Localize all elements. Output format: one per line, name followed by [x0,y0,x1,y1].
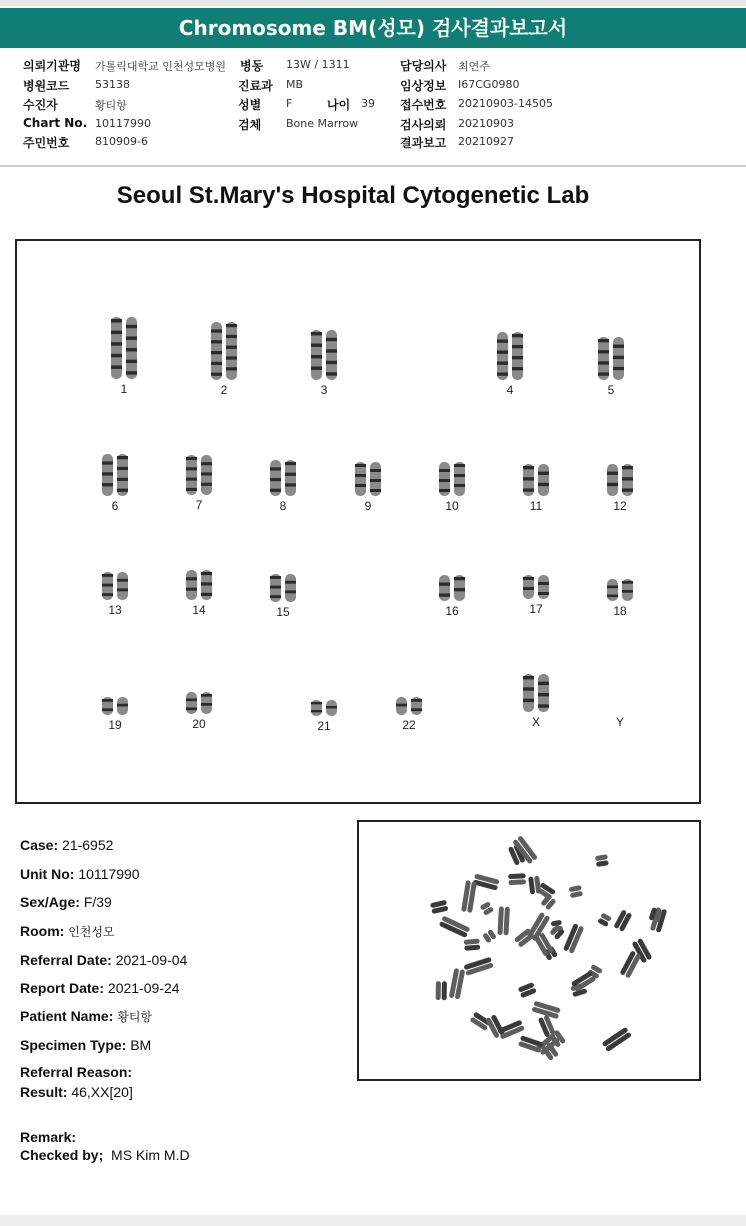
chromosome-label: 12 [613,499,627,513]
checked-label: Checked by; [20,1147,104,1163]
chromosome-image [94,316,154,380]
metaphase-spread [359,822,695,1075]
result-label: Result: [20,1084,68,1100]
chromosome-label: 8 [279,499,287,513]
result-value: 46,XX[20] [71,1084,133,1100]
chromosome-image [194,321,254,381]
chromosome-image [506,673,566,713]
patient-value: 황티항 [117,1010,153,1024]
chromosome-image [85,453,145,497]
chromosome-image [422,461,482,497]
chromosome-pair-22 [379,696,439,732]
remark-line [20,1129,76,1145]
field-value: F [286,97,293,110]
chromosome-pair-11 [506,463,566,513]
chromosome-pair-12 [590,463,650,513]
chromosome-pair-3 [294,329,354,397]
metaphase-chromosome [619,950,641,978]
bottom-bar [0,1215,746,1226]
field-label: 병원코드 [23,79,70,93]
metaphase-chromosome [595,854,609,867]
metaphase-chromosome [464,939,481,951]
specimen-label: Specimen Type: [20,1037,127,1053]
chromosome-label: 11 [529,499,543,513]
chromosome-label: 2 [220,383,228,397]
field-label: 진료과 [238,79,273,93]
chromosome-label: 18 [613,604,627,618]
reason-label: Referral Reason: [20,1064,133,1080]
chromosome-image [169,691,229,715]
chromosome-image [506,463,566,497]
field-value: MB [286,78,304,91]
field-value: 13W / 1311 [286,58,350,71]
metaphase-chromosome [463,957,493,976]
lab-title: Seoul St.Mary's Hospital Cytogenetic Lab [116,182,590,209]
chromosome-label: 20 [192,717,206,731]
field-label: 검사의뢰 [400,118,447,132]
room-label: Room: [20,923,65,939]
field-label: 접수번호 [400,98,447,112]
chromosome-image [253,459,313,497]
chromosome-image [379,696,439,716]
chromosome-label: 21 [317,719,331,733]
report-date-label: Report Date: [20,980,105,996]
field-value: I67CG0980 [458,78,520,91]
chromosome-label: 14 [192,603,206,617]
metaphase-chromosome [497,1020,525,1040]
chromosome-image [169,454,229,496]
chromosome-pair-4 [480,331,540,397]
specimen-value: BM [130,1037,152,1053]
metaphase-chromosome [439,915,471,938]
chromosome-image [581,336,641,381]
field-value: 황티항 [95,99,127,112]
room-line [20,923,115,940]
chromosome-pair-18 [590,578,650,618]
chromosome-label: 19 [108,718,122,732]
metaphase-chromosome [480,901,495,916]
chromosome-label: 5 [607,383,615,397]
chromosome-pair-10 [422,461,482,513]
chromosome-pair-16 [422,574,482,618]
patient-header [0,52,746,164]
chromosome-label: 15 [276,605,290,619]
field-label: Chart No. [23,116,88,130]
chromosome-image [85,696,145,716]
chromosome-image [338,461,398,497]
chromosome-pair-17 [506,574,566,616]
chromosome-image [422,574,482,602]
chromosome-image [590,711,650,713]
reason-line [20,1064,132,1080]
case-value: 21-6952 [62,837,114,853]
field-label: 주민번호 [23,136,70,150]
remark-label: Remark: [20,1129,77,1145]
age-value: 39 [361,97,375,110]
field-value: 10117990 [95,117,151,130]
referral-date-value: 2021-09-04 [115,952,188,968]
field-value: 53138 [95,78,130,91]
field-label: 성별 [238,98,262,112]
metaphase-chromosome [449,968,466,1000]
metaphase-chromosome [482,929,497,944]
field-value: 810909-6 [95,135,148,148]
field-value: 20210903 [458,117,514,130]
metaphase-chromosome [549,924,565,940]
chromosome-pair-1 [94,316,154,396]
chromosome-image [506,574,566,600]
field-label: 임상정보 [400,79,447,93]
chromosome-image [85,571,145,601]
chromosome-pair-14 [169,569,229,617]
chromosome-label: 7 [195,498,203,512]
metaphase-chromosome [472,874,499,891]
specimen-line [20,1037,151,1053]
chromosome-pair-6 [85,453,145,513]
case-label: Case: [20,837,59,853]
metaphase-chromosome [436,981,447,1000]
age-label: 나이 [327,98,351,112]
chromosome-pair-y [590,711,650,729]
case-line [20,837,113,853]
metaphase-chromosome [461,880,477,913]
unit-line [20,866,140,882]
sexage-value: F/39 [83,894,112,910]
field-value: 20210927 [458,135,514,148]
top-divider [0,0,746,6]
karyotype-panel [15,239,701,804]
chromosome-image [169,569,229,601]
field-label: 검체 [238,118,262,132]
chromosome-pair-19 [85,696,145,732]
field-value: 가톨릭대학교 인천성모병원 [95,60,227,73]
metaphase-image [357,820,701,1081]
chromosome-label: 22 [402,718,416,732]
sexage-label: Sex/Age: [20,894,80,910]
chromosome-pair-5 [581,336,641,397]
checked-value: MS Kim M.D [111,1147,190,1163]
chromosome-pair-x [506,673,566,729]
chromosome-image [480,331,540,381]
unit-label: Unit No: [20,866,75,882]
chromosome-label: 13 [108,603,122,617]
report-date-line [20,980,180,996]
metaphase-chromosome [430,900,449,914]
chromosome-image [294,329,354,381]
metaphase-chromosome [508,873,526,885]
chromosome-label: 4 [506,383,514,397]
chromosome-image [253,573,313,603]
field-value: 최연주 [458,60,490,73]
chromosome-label: X [531,715,540,729]
report-date-value: 2021-09-24 [107,980,180,996]
chromosome-pair-20 [169,691,229,731]
field-label: 병동 [240,59,264,73]
unit-value: 10117990 [78,866,140,882]
chromosome-pair-7 [169,454,229,512]
chromosome-pair-15 [253,573,313,619]
chromosome-label: 16 [445,604,459,618]
room-value: 인천성모 [68,925,115,939]
metaphase-chromosome [568,885,583,898]
metaphase-chromosome [497,906,509,935]
referral-date-label: Referral Date: [20,952,112,968]
chromosome-label: 3 [320,383,328,397]
chromosome-image [590,578,650,602]
referral-date-line [20,952,187,968]
patient-line [20,1008,152,1025]
chromosome-pair-13 [85,571,145,617]
metaphase-chromosome [597,912,612,927]
field-label: 의뢰기관명 [23,59,81,73]
result-line [20,1084,133,1100]
chromosome-pair-21 [294,699,354,733]
chromosome-label: 17 [529,602,543,616]
metaphase-chromosome [602,1027,632,1052]
metaphase-chromosome [518,1035,544,1053]
chromosome-pair-2 [194,321,254,397]
field-label: 담당의사 [400,59,447,73]
field-label: 수진자 [23,98,58,112]
sexage-line [20,894,112,910]
chromosome-label: 6 [111,499,119,513]
metaphase-chromosome [563,923,584,954]
patient-label: Patient Name: [20,1008,114,1024]
field-value: Bone Marrow [286,117,359,130]
metaphase-chromosome [613,909,632,932]
report-title: Chromosome BM(성모) 검사결과보고서 [0,8,746,48]
metaphase-chromosome [518,982,537,998]
chromosome-pair-8 [253,459,313,513]
chromosome-label: Y [615,715,624,729]
checked-line [20,1147,190,1163]
chromosome-image [294,699,354,717]
chromosome-pair-9 [338,461,398,513]
header-divider [0,165,746,167]
chromosome-label: 1 [120,382,128,396]
chromosome-label: 10 [445,499,459,513]
field-value: 20210903-14505 [458,97,553,110]
field-label: 결과보고 [400,136,447,150]
chromosome-image [590,463,650,497]
chromosome-label: 9 [364,499,372,513]
